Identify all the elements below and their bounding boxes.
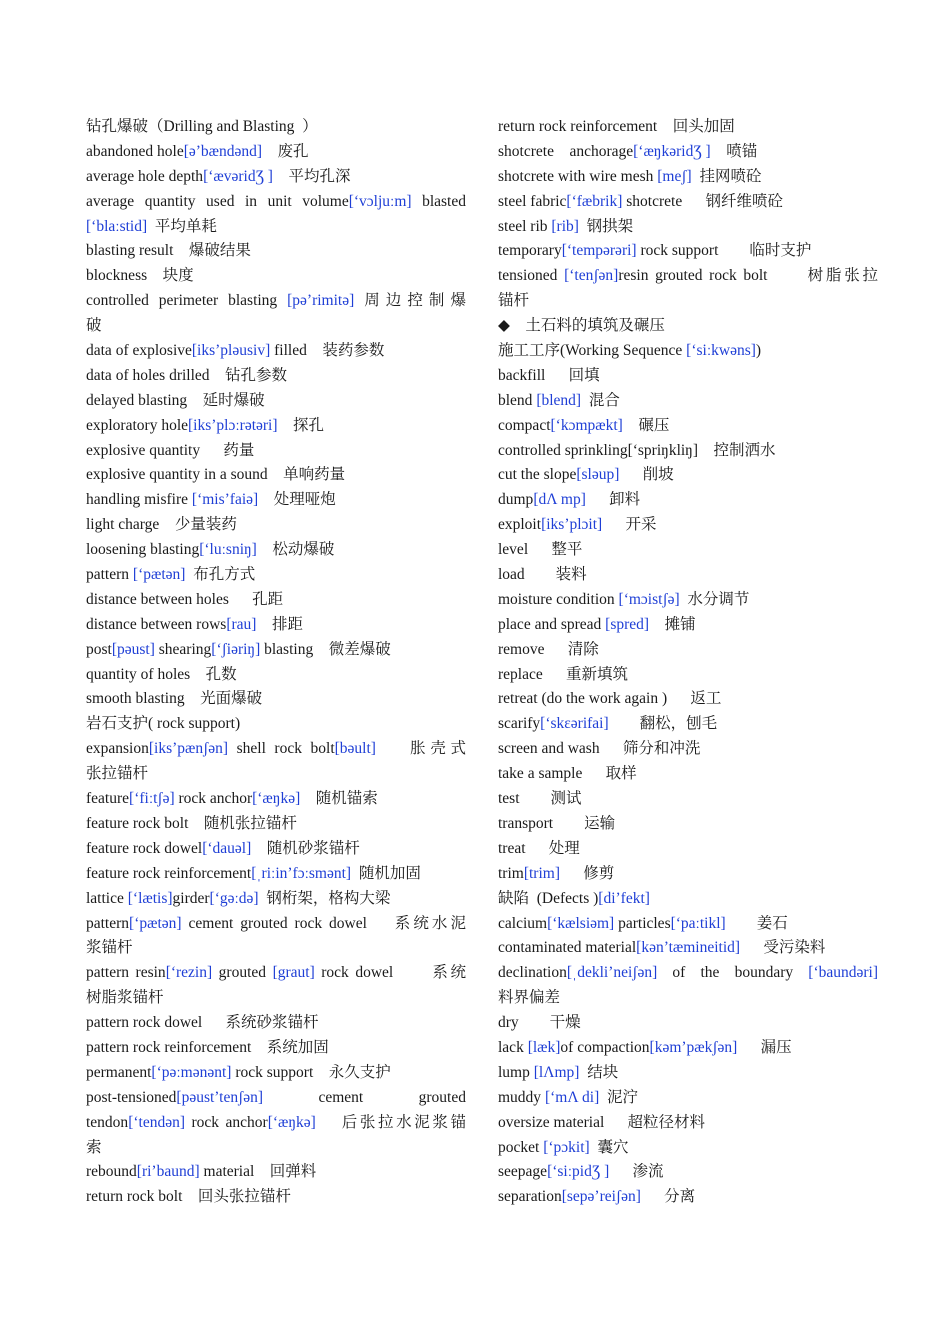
entry-text: of compaction: [560, 1038, 650, 1056]
entry-text: 翻松，刨毛: [608, 715, 718, 733]
entry-text: 废孔: [262, 142, 309, 160]
glossary-entry: [498, 588, 878, 613]
entry-text: 排距: [256, 615, 303, 633]
entry-text: exploit: [498, 516, 542, 534]
entry-text: feature rock dowel: [86, 839, 203, 857]
glossary-entry: [86, 538, 466, 563]
glossary-entry: [498, 414, 878, 439]
entry-text: rock support 临时支护: [636, 242, 812, 260]
left-column: [86, 115, 466, 1210]
phonetic-text: [meʃ]: [657, 167, 692, 185]
phonetic-text: [‘ʃiəriŋ]: [211, 640, 261, 658]
phonetic-text: [dΛ mp]: [533, 491, 586, 509]
entry-text: 索: [86, 1138, 102, 1156]
entry-text: explosive quantity in a sound 单响药量: [86, 466, 346, 484]
entry-text: 碾压: [622, 416, 670, 434]
entry-text: take a sample 取样: [498, 765, 637, 783]
glossary-entry: [86, 986, 466, 1011]
glossary-entry: [86, 239, 466, 264]
entry-text: screen and wash 筛分和冲洗: [498, 740, 701, 758]
glossary-entry: [86, 488, 466, 513]
entry-text: shell rock bolt: [228, 740, 335, 758]
phonetic-text: [‘pætən]: [132, 566, 186, 584]
phonetic-text: [ˌriːin’fɔːsmənt]: [251, 864, 352, 882]
entry-text: 后张拉水泥浆锚: [315, 1113, 466, 1131]
entry-text: retreat (do the work again ) 返工: [498, 690, 722, 708]
phonetic-text: [sləup]: [576, 466, 620, 484]
phonetic-text: [ə’bændənd]: [183, 142, 263, 160]
entry-text: 浆锚杆: [86, 939, 133, 957]
glossary-entry: [498, 165, 878, 190]
entry-text: muddy: [498, 1088, 545, 1106]
entry-text: average quantity used in unit volume: [86, 192, 349, 210]
entry-text: handling misfire: [86, 491, 192, 509]
entry-text: blasted: [411, 192, 466, 210]
entry-text: place and spread: [498, 615, 606, 633]
glossary-entry: [498, 140, 878, 165]
glossary-entry: [86, 165, 466, 190]
entry-text: lattice: [86, 889, 128, 907]
entry-text: cement grouted: [263, 1088, 466, 1106]
entry-text: explosive quantity 药量: [86, 441, 255, 459]
glossary-entry: [86, 862, 466, 887]
glossary-entry: [498, 1111, 878, 1136]
entry-text: permanent: [86, 1063, 152, 1081]
glossary-entry: [498, 1061, 878, 1086]
right-column: [498, 115, 878, 1210]
glossary-entry: [86, 638, 466, 663]
entry-text: 探孔: [277, 416, 325, 434]
glossary-entry: [86, 663, 466, 688]
phonetic-text: [‘kælsiəm]: [547, 914, 615, 932]
entry-text: blend: [498, 391, 537, 409]
entry-text: separation: [498, 1188, 562, 1206]
glossary-entry: [498, 239, 878, 264]
glossary-entry: [498, 538, 878, 563]
phonetic-text: [‘tendən]: [128, 1113, 185, 1131]
phonetic-text: [pəust]: [111, 640, 155, 658]
phonetic-text: [ˌdekli’neiʃən]: [566, 964, 658, 982]
glossary-entry: [498, 563, 878, 588]
glossary-entry: [86, 339, 466, 364]
glossary-entry: [86, 588, 466, 613]
entry-text: 随机锚索: [300, 790, 378, 808]
glossary-entry: [498, 1160, 878, 1185]
entry-text: scarify: [498, 715, 541, 733]
entry-text: oversize material 超粒径材料: [498, 1113, 706, 1131]
glossary-entry: [86, 190, 466, 215]
entry-text: data of holes drilled 钻孔参数: [86, 366, 288, 384]
phonetic-text: [‘siːpidƷ ]: [547, 1163, 610, 1181]
entry-text: of the boundary: [657, 964, 809, 982]
glossary-entry: [498, 190, 878, 215]
entry-text: blockness 块度: [86, 267, 194, 285]
entry-text: pattern rock reinforcement 系统加固: [86, 1038, 329, 1056]
glossary-entry: [86, 1111, 466, 1136]
glossary-entry: [86, 264, 466, 289]
glossary-entry: [86, 140, 466, 165]
phonetic-text: [‘siːkwəns]: [686, 342, 756, 360]
entry-text: feature rock bolt 随机张拉锚杆: [86, 814, 297, 832]
entry-text: controlled perimeter blasting: [86, 292, 288, 310]
entry-text: girder: [172, 889, 210, 907]
glossary-entry: [498, 339, 878, 364]
glossary-entry: [86, 1011, 466, 1036]
glossary-entry: [86, 364, 466, 389]
glossary-entry: [498, 488, 878, 513]
glossary-entry: [498, 812, 878, 837]
glossary-entry: [86, 414, 466, 439]
entry-text: 树脂浆锚杆: [86, 989, 164, 1007]
entry-text: 岩石支护( rock support): [86, 715, 241, 733]
glossary-entry: [86, 513, 466, 538]
entry-text: treat 处理: [498, 839, 580, 857]
glossary-entry: [86, 712, 466, 737]
glossary-entry: [498, 1086, 878, 1111]
entry-text: shearing: [154, 640, 212, 658]
entry-text: particles: [614, 914, 671, 932]
entry-text: tensioned: [498, 267, 565, 285]
glossary-entry: [86, 314, 466, 339]
entry-text: 混合: [581, 391, 620, 409]
entry-text: exploratory hole: [86, 416, 189, 434]
glossary-entry: [86, 1185, 466, 1210]
glossary-entry: [498, 862, 878, 887]
entry-text: shotcrete 钢纤维喷砼: [622, 192, 783, 210]
glossary-entry: [86, 439, 466, 464]
entry-text: 张拉锚杆: [86, 765, 149, 783]
glossary-entry: [86, 1086, 466, 1111]
phonetic-text: [pəust’tenʃən]: [176, 1088, 264, 1106]
glossary-entry: [498, 1185, 878, 1210]
entry-text: 囊穴: [589, 1138, 629, 1156]
glossary-entry: [498, 463, 878, 488]
phonetic-text: [rau]: [226, 615, 257, 633]
entry-text: grouted: [212, 964, 273, 982]
phonetic-text: [iks’pænʃən]: [148, 740, 229, 758]
glossary-entry: [86, 887, 466, 912]
entry-text: lack: [498, 1038, 528, 1056]
entry-text: trim: [498, 864, 524, 882]
glossary-entry: [86, 912, 466, 937]
entry-text: 钢拱架: [578, 217, 634, 235]
entry-text: declination: [498, 964, 567, 982]
entry-text: resin grouted rock bolt 树脂张拉: [618, 267, 878, 285]
phonetic-text: [pə’rimitə]: [287, 292, 355, 310]
entry-text: 渗流: [609, 1163, 664, 1181]
entry-text: average hole depth: [86, 167, 204, 185]
entry-text: loosening blasting: [86, 541, 200, 559]
phonetic-text: [‘kɔmpækt]: [550, 416, 623, 434]
glossary-entry: [86, 687, 466, 712]
glossary-entry: [498, 837, 878, 862]
glossary-entry: [86, 961, 466, 986]
entry-text: steel fabric: [498, 192, 567, 210]
entry-text: 摊铺: [649, 615, 696, 633]
phonetic-text: [rib]: [551, 217, 579, 235]
entry-text: 胀壳式: [375, 740, 466, 758]
phonetic-text: [‘fæbrik]: [566, 192, 623, 210]
glossary-entry: [498, 737, 878, 762]
entry-text: controlled sprinkling[‘spriŋkliŋ] 控制洒水: [498, 441, 776, 459]
glossary-entry: [498, 961, 878, 986]
entry-text: blasting result 爆破结果: [86, 242, 251, 260]
phonetic-text: [‘tenʃən]: [564, 267, 619, 285]
glossary-entry: [86, 737, 466, 762]
glossary-entry: [498, 787, 878, 812]
entry-text: smooth blasting 光面爆破: [86, 690, 263, 708]
entry-text: replace 重新填筑: [498, 665, 628, 683]
phonetic-text: [‘vɔljuːm]: [348, 192, 412, 210]
entry-text: moisture condition: [498, 590, 619, 608]
entry-text: cut the slope: [498, 466, 577, 484]
glossary-entry: [86, 762, 466, 787]
phonetic-text: [‘dauəl]: [202, 839, 252, 857]
phonetic-text: [graut]: [272, 964, 315, 982]
entry-text: 泥泞: [599, 1088, 639, 1106]
entry-text: compact: [498, 416, 551, 434]
phonetic-text: [‘luːsniŋ]: [199, 541, 257, 559]
glossary-entry: [86, 1061, 466, 1086]
phonetic-text: [blend]: [536, 391, 582, 409]
phonetic-text: [kəm’pækʃən]: [649, 1038, 738, 1056]
phonetic-text: [‘blaːstid]: [86, 217, 148, 235]
entry-text: calcium: [498, 914, 548, 932]
entry-text: 钢桁架，格构大梁: [258, 889, 391, 907]
entry-text: 料界偏差: [498, 989, 561, 1007]
glossary-entry: [86, 563, 466, 588]
glossary-entry: [86, 1136, 466, 1161]
entry-text: filled 装药参数: [270, 342, 385, 360]
entry-text: 平均单耗: [147, 217, 217, 235]
phonetic-text: [sepə’reiʃən]: [561, 1188, 641, 1206]
entry-text: 姜石: [725, 914, 788, 932]
entry-text: 缺陷 (Defects ): [498, 889, 599, 907]
entry-text: distance between rows: [86, 615, 227, 633]
entry-text: 布孔方式: [185, 566, 256, 584]
entry-text: 卸料: [585, 491, 641, 509]
phonetic-text: [‘fiːtʃə]: [129, 790, 175, 808]
entry-text: load 装料: [498, 566, 587, 584]
entry-text: rock support 永久支护: [231, 1063, 391, 1081]
phonetic-text: [spred]: [605, 615, 650, 633]
entry-text: 结块: [579, 1063, 619, 1081]
phonetic-text: [iks’plɔːrətəri]: [188, 416, 278, 434]
glossary-entry: [498, 264, 878, 289]
entry-text: return rock bolt 回头张拉锚杆: [86, 1188, 291, 1206]
entry-text: level 整平: [498, 541, 583, 559]
phonetic-text: [‘paːtikl]: [670, 914, 726, 932]
entry-text: 松动爆破: [256, 541, 335, 559]
phonetic-text: [di’fekt]: [598, 889, 650, 907]
phonetic-text: [ri’baund]: [136, 1163, 200, 1181]
glossary-entry: [86, 936, 466, 961]
entry-text: feature rock reinforcement: [86, 864, 252, 882]
glossary-entry: [498, 513, 878, 538]
glossary-entry: [86, 812, 466, 837]
glossary-entry: [498, 663, 878, 688]
glossary-entry: [498, 289, 878, 314]
entry-text: dump: [498, 491, 534, 509]
phonetic-text: [‘rezin]: [165, 964, 213, 982]
glossary-entry: [498, 1136, 878, 1161]
entry-text: 修剪: [560, 864, 615, 882]
glossary-entry: [498, 115, 878, 140]
phonetic-text: [‘pætən]: [129, 914, 182, 932]
entry-text: 随机加固: [351, 864, 421, 882]
entry-text: seepage: [498, 1163, 548, 1181]
glossary-entry: [498, 1036, 878, 1061]
glossary-entry: [86, 1160, 466, 1185]
glossary-entry: [86, 463, 466, 488]
entry-text: pattern resin: [86, 964, 166, 982]
entry-text: 锚杆: [498, 292, 530, 310]
glossary-entry: [498, 912, 878, 937]
glossary-entry: [498, 762, 878, 787]
phonetic-text: [‘pɔkit]: [543, 1138, 590, 1156]
entry-text: pattern rock dowel 系统砂浆锚杆: [86, 1014, 319, 1032]
glossary-entry: [86, 837, 466, 862]
entry-text: remove 清除: [498, 640, 599, 658]
entry-text: 施工工序(Working Sequence: [498, 342, 687, 360]
entry-text: dry 干燥: [498, 1014, 581, 1032]
entry-text: rock anchor: [185, 1113, 268, 1131]
glossary-entry: [498, 687, 878, 712]
glossary-entry: [498, 215, 878, 240]
entry-text: temporary: [498, 242, 562, 260]
phonetic-text: [‘æŋkə]: [252, 790, 301, 808]
entry-text: 平均孔深: [272, 167, 351, 185]
glossary-entry: [498, 638, 878, 663]
glossary-entry: [498, 712, 878, 737]
entry-text: delayed blasting 延时爆破: [86, 391, 265, 409]
glossary-entry: [86, 289, 466, 314]
phonetic-text: [‘gəːdə]: [209, 889, 259, 907]
glossary-entry: [498, 1011, 878, 1036]
phonetic-text: [‘æŋkə]: [267, 1113, 316, 1131]
entry-text: pattern: [86, 566, 133, 584]
entry-text: cement grouted rock dowel 系统水泥: [181, 914, 466, 932]
entry-text: pocket: [498, 1138, 544, 1156]
entry-text: expansion: [86, 740, 149, 758]
entry-text: blasting 微差爆破: [260, 640, 391, 658]
entry-text: 喷锚: [710, 142, 758, 160]
entry-text: rock dowel 系统: [314, 964, 466, 982]
entry-text: steel rib: [498, 217, 552, 235]
entry-text: pattern: [86, 914, 130, 932]
entry-text: post: [86, 640, 112, 658]
entry-text: ): [755, 342, 762, 360]
glossary-entry: [498, 364, 878, 389]
entry-text: 随机砂浆锚杆: [251, 839, 360, 857]
entry-text: test 测试: [498, 790, 582, 808]
entry-text: light charge 少量装药: [86, 516, 237, 534]
entry-text: 挂网喷砼: [691, 167, 762, 185]
phonetic-text: [‘tempərəri]: [561, 242, 637, 260]
phonetic-text: [‘lætis]: [127, 889, 173, 907]
glossary-entry: [86, 215, 466, 240]
entry-text: shotcrete anchorage: [498, 142, 634, 160]
phonetic-text: [‘æŋkəridƷ ]: [633, 142, 711, 160]
entry-text: distance between holes 孔距: [86, 590, 284, 608]
phonetic-text: [‘mɔistʃə]: [618, 590, 680, 608]
entry-text: rock anchor: [174, 790, 253, 808]
entry-text: shotcrete with wire mesh: [498, 167, 658, 185]
phonetic-text: [‘ævəridƷ ]: [203, 167, 273, 185]
entry-text: 受污染料: [740, 939, 826, 957]
entry-text: lump: [498, 1063, 534, 1081]
phonetic-text: [kən’tæmineitid]: [636, 939, 741, 957]
entry-text: quantity of holes 孔数: [86, 665, 237, 683]
entry-text: data of explosive: [86, 342, 192, 360]
phonetic-text: [trim]: [523, 864, 560, 882]
entry-text: 开采: [602, 516, 657, 534]
glossary-entry: [86, 115, 466, 140]
entry-text: abandoned hole: [86, 142, 184, 160]
entry-text: return rock reinforcement 回头加固: [498, 118, 735, 135]
entry-text: 钻孔爆破（Drilling and Blasting ）: [86, 118, 318, 135]
entry-text: 处理哑炮: [258, 491, 336, 509]
glossary-entry: [498, 439, 878, 464]
phonetic-text: [‘mΛ di]: [544, 1088, 600, 1106]
entry-text: 水分调节: [679, 590, 750, 608]
phonetic-text: [‘baundəri]: [808, 964, 878, 982]
phonetic-text: [‘skεərifai]: [540, 715, 609, 733]
glossary-entry: [498, 936, 878, 961]
entry-text: contaminated material: [498, 939, 637, 957]
phonetic-text: [‘pəːmənənt]: [151, 1063, 232, 1081]
entry-text: material 回弹料: [199, 1163, 317, 1181]
entry-text: 分离: [640, 1188, 696, 1206]
phonetic-text: [bəult]: [334, 740, 376, 758]
entry-text: 破: [86, 317, 102, 335]
entry-text: rebound: [86, 1163, 137, 1181]
entry-text: tendon: [86, 1113, 129, 1131]
glossary-entry: [498, 986, 878, 1011]
entry-text: 漏压: [737, 1038, 792, 1056]
glossary-entry: [86, 613, 466, 638]
phonetic-text: [iks’pləusiv]: [191, 342, 271, 360]
glossary-entry: [86, 1036, 466, 1061]
phonetic-text: [‘mis’faiə]: [191, 491, 259, 509]
glossary-entry: [86, 787, 466, 812]
phonetic-text: [læk]: [527, 1038, 561, 1056]
glossary-entry: [498, 314, 878, 339]
entry-text: feature: [86, 790, 130, 808]
entry-text: backfill 回填: [498, 366, 600, 384]
entry-text: transport 运输: [498, 814, 616, 832]
glossary-entry: [86, 389, 466, 414]
phonetic-text: [lΛmp]: [533, 1063, 580, 1081]
entry-text: 削坡: [619, 466, 674, 484]
phonetic-text: [iks’plɔit]: [541, 516, 603, 534]
glossary-entry: [498, 887, 878, 912]
entry-text: ◆ 土石料的填筑及碾压: [498, 317, 665, 335]
glossary-entry: [498, 613, 878, 638]
glossary-entry: [498, 389, 878, 414]
entry-text: post-tensioned: [86, 1088, 177, 1106]
entry-text: 周边控制爆: [354, 292, 466, 310]
